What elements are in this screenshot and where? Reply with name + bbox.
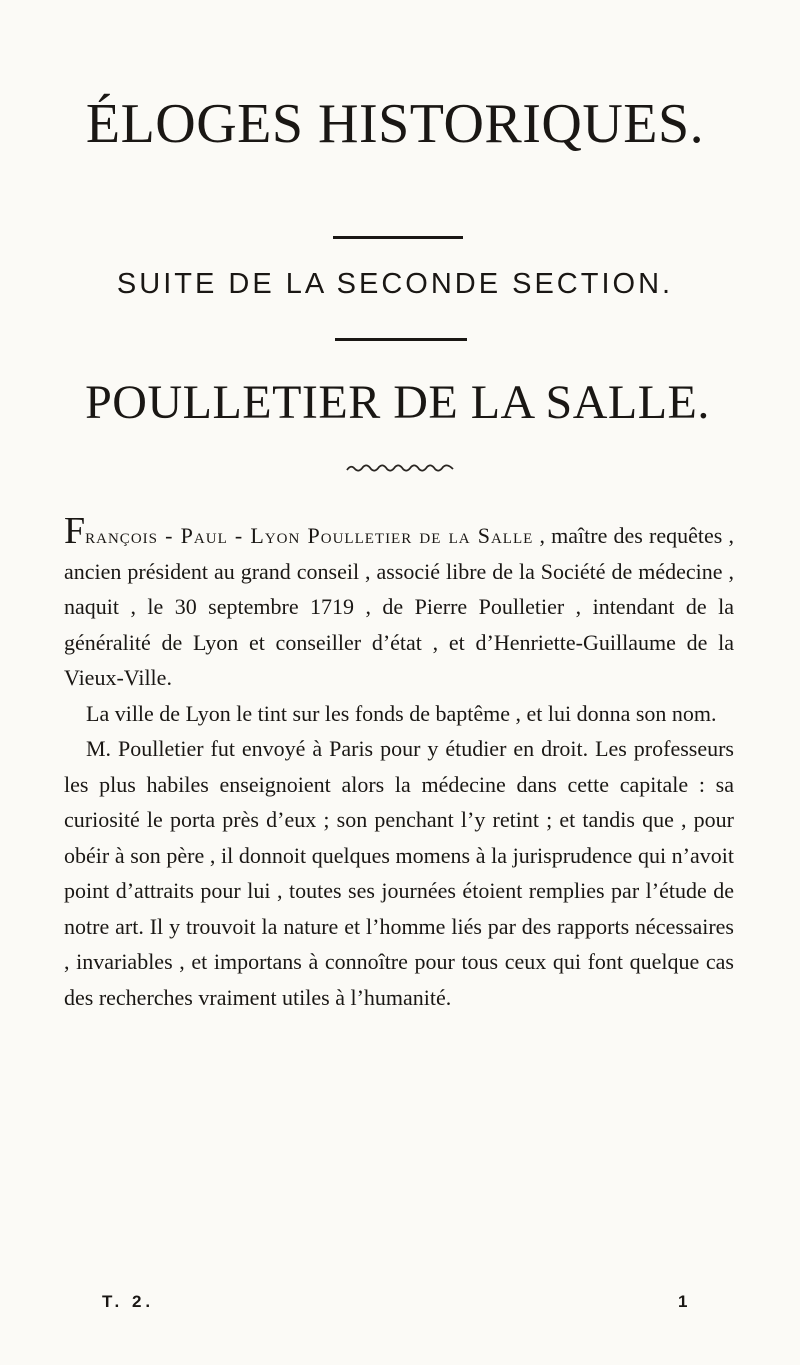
- drop-cap: F: [64, 510, 86, 552]
- ornament-divider-icon: [345, 462, 455, 474]
- divider-rule-top: [333, 236, 463, 239]
- section-title: SUITE DE LA SECONDE SECTION.: [116, 268, 674, 300]
- signature-mark: T. 2.: [102, 1292, 155, 1311]
- paragraph: M. Poulletier fut envoyé à Paris pour y étudier en droit. Les professeurs les plus habiles enseignoient alors la médecine dans cette capitale : sa curiosité le porta près d’eux ; son penchant l’y retint ; et tandis que , pour obéir à son père , il donnoit quelques momens à la jurisprudence qui n’avoit point d’attraits pour lui , toutes ses journées étoient remplies par l’étude de notre art. Il y trouvoit la nature et l’homme liés par des rapports nécessaires , invariables , et importans à connoître pour tous ceux qui font quelque cas des recherches vraiment utiles à l’humanité.: [64, 736, 734, 1010]
- intro-paragraph: [64, 510, 735, 696]
- gathering-number: 1: [678, 1292, 688, 1311]
- paragraph: La ville de Lyon le tint sur les fonds de baptême , et lui donna son nom.: [86, 700, 717, 726]
- article-heading: POULLETIER DE LA SALLE.: [85, 376, 710, 429]
- page-footer: [0, 1292, 800, 1322]
- intro-text: , maître des requêtes , ancien président au grand conseil , associé libre de la Société de médecine , naquit , le 30 septembre 1719 , de Pierre Poulletier , intendant de la généralité de Lyon et conseiller d’état , et d’Henriette-Guillaume de la Vieux-Ville.: [64, 523, 735, 690]
- article-body: [64, 510, 735, 1015]
- main-title: ÉLOGES HISTORIQUES.: [85, 93, 705, 155]
- subject-name: rançois - Paul - Lyon Poulletier de la Salle: [85, 523, 534, 548]
- divider-rule-bottom: [335, 338, 467, 341]
